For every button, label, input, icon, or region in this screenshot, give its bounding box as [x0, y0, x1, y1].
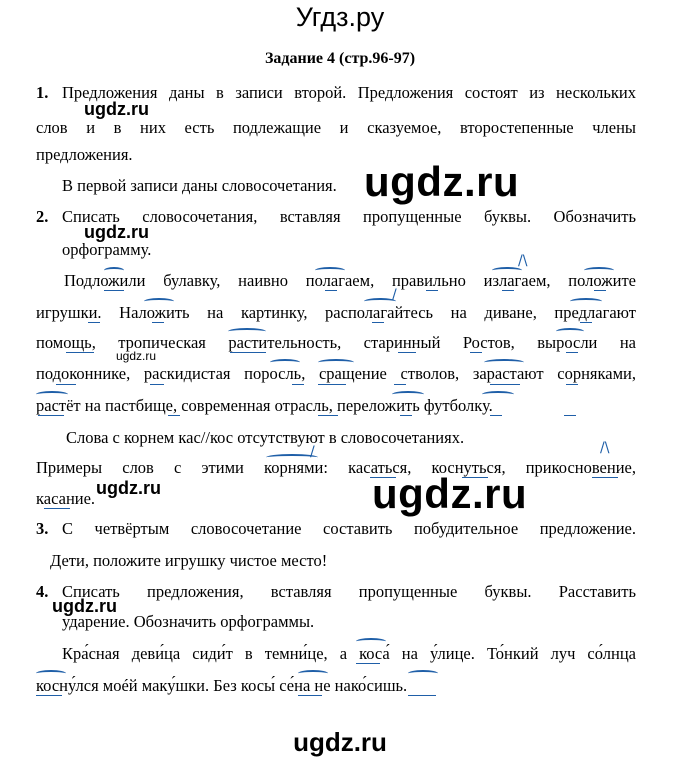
root-arc-mark [298, 670, 328, 677]
orthogram-underline [470, 352, 482, 353]
orthogram-underline [580, 322, 592, 323]
orthogram-underline [490, 415, 502, 416]
orthogram-underline [408, 695, 436, 696]
root-arc-mark [104, 267, 124, 274]
orthogram-underline [38, 415, 64, 416]
s4-line1 [36, 582, 636, 604]
orthogram-underline [168, 415, 180, 416]
orthogram-underline [104, 290, 124, 291]
watermark-small: ugdz.ru [84, 222, 149, 242]
s2-phrase-line2: игрушки. Наложить на картинку, располагайтесь на диване, предлагают [36, 303, 636, 322]
root-arc-mark [36, 670, 66, 677]
s2-number: 2. [36, 207, 49, 226]
orthogram-underline [502, 290, 514, 291]
root-arc-mark [318, 359, 354, 366]
s4-sentence-line1: Кра́сная деви́ца сиди́т в темни́це, а коса́ на у́лице. То́нкий луч со́лнца [62, 644, 636, 663]
s2-phrase-line3: помощь, тропическая растительность, старинный Ростов, выросли на [36, 333, 636, 352]
s2-examples-line2: касание. [36, 489, 96, 508]
stress-check-mark: /\ [518, 253, 528, 269]
orthogram-underline [594, 290, 606, 291]
orthogram-underline [564, 415, 576, 416]
orthogram-underline [36, 695, 62, 696]
root-arc-mark [228, 328, 266, 335]
watermark-small: ugdz.ru [52, 596, 117, 616]
watermark-big: ugdz.ru [364, 158, 520, 205]
orthogram-underline [66, 352, 94, 353]
s4-number: 4. [36, 582, 49, 601]
orthogram-underline [394, 384, 406, 385]
s2-phrase-line1: Подложили булавку, наивно полагаем, правильно излагаем, положите [64, 271, 636, 290]
orthogram-underline [462, 477, 488, 478]
orthogram-underline [592, 477, 618, 478]
orthogram-underline [356, 663, 380, 664]
s2-line2: орфограмму. [62, 240, 152, 259]
orthogram-underline [230, 352, 266, 353]
orthogram-underline [490, 384, 520, 385]
s3-text-1: С четвёртым словосочетание составить побудительное предложение. [62, 519, 636, 538]
orthogram-underline [400, 415, 412, 416]
orthogram-underline [152, 322, 164, 323]
s3-number: 3. [36, 519, 49, 538]
site-header: Угдз.ру [295, 2, 385, 32]
s1-text-1: Предложения даны в записи второй. Предложения состоят из нескольких [62, 83, 636, 102]
s4-line2: ударение. Обозначить орфограммы. [62, 612, 315, 631]
root-arc-mark [392, 391, 424, 398]
orthogram-underline [370, 477, 396, 478]
stress-check-mark: / [392, 287, 397, 303]
s2-examples-line1: Примеры слов с этими корнями: касаться, коснуться, прикосновение, [36, 458, 636, 477]
orthogram-underline [298, 695, 322, 696]
root-arc-mark [556, 328, 584, 335]
orthogram-underline [56, 384, 76, 385]
root-arc-mark [315, 267, 345, 274]
orthogram-underline [325, 290, 337, 291]
root-arc-mark [270, 359, 300, 366]
root-arc-mark [408, 670, 438, 677]
orthogram-underline [566, 352, 578, 353]
root-arc-mark [482, 391, 514, 398]
root-arc-mark [144, 298, 174, 305]
stress-check-mark: /\ [600, 440, 610, 456]
task-title: Задание 4 (стр.96-97) [264, 50, 416, 67]
watermark-footer: ugdz.ru [293, 727, 387, 757]
root-arc-mark [356, 638, 386, 645]
root-arc-mark [570, 298, 602, 305]
s3-answer: Дети, положите игрушку чистое место! [50, 551, 328, 570]
orthogram-underline [318, 384, 346, 385]
watermark-big: ugdz.ru [372, 470, 528, 517]
root-arc-mark [584, 267, 614, 274]
orthogram-underline [44, 508, 70, 509]
orthogram-underline [88, 322, 100, 323]
s1-answer: В первой записи даны словосочетания. [62, 176, 337, 195]
s2-note: Слова с корнем кас//кос отсутствуют в словосочетаниях. [66, 428, 465, 447]
orthogram-underline [566, 384, 578, 385]
root-arc-mark [36, 391, 68, 398]
stress-check-mark: / [310, 444, 315, 460]
s1-line2: слов и в них есть подлежащие и сказуемое, второстепенные члены [36, 118, 636, 137]
orthogram-underline [426, 290, 438, 291]
root-arc-mark [484, 359, 524, 366]
orthogram-underline [372, 322, 384, 323]
orthogram-underline [292, 384, 304, 385]
orthogram-underline [150, 384, 164, 385]
s1-number: 1. [36, 83, 49, 102]
s2-text-1: Списать словосочетания, вставляя пропущенные буквы. Обозначить [62, 207, 636, 226]
s4-sentence-line2: косну́лся моéй маку́шки. Без косы́ се́на не нако́сишь. [36, 676, 408, 695]
s1-line3: предложения. [36, 145, 133, 164]
s2-phrase-line5: растёт на пастбище, современная отрасль, переложить футболку. [36, 396, 493, 415]
s3-line1 [36, 519, 636, 541]
s4-text-1: Списать предложения, вставляя пропущенные буквы. Расставить [62, 582, 636, 601]
orthogram-underline [398, 352, 416, 353]
watermark-small: ugdz.ru [84, 99, 149, 119]
watermark-small: ugdz.ru [96, 478, 161, 498]
orthogram-underline [318, 415, 338, 416]
s2-phrase-line4: подоконнике, раскидистая поросль, сращение стволов, зарастают сорняками, [36, 364, 636, 383]
watermark-tiny: ugdz.ru [116, 349, 157, 363]
